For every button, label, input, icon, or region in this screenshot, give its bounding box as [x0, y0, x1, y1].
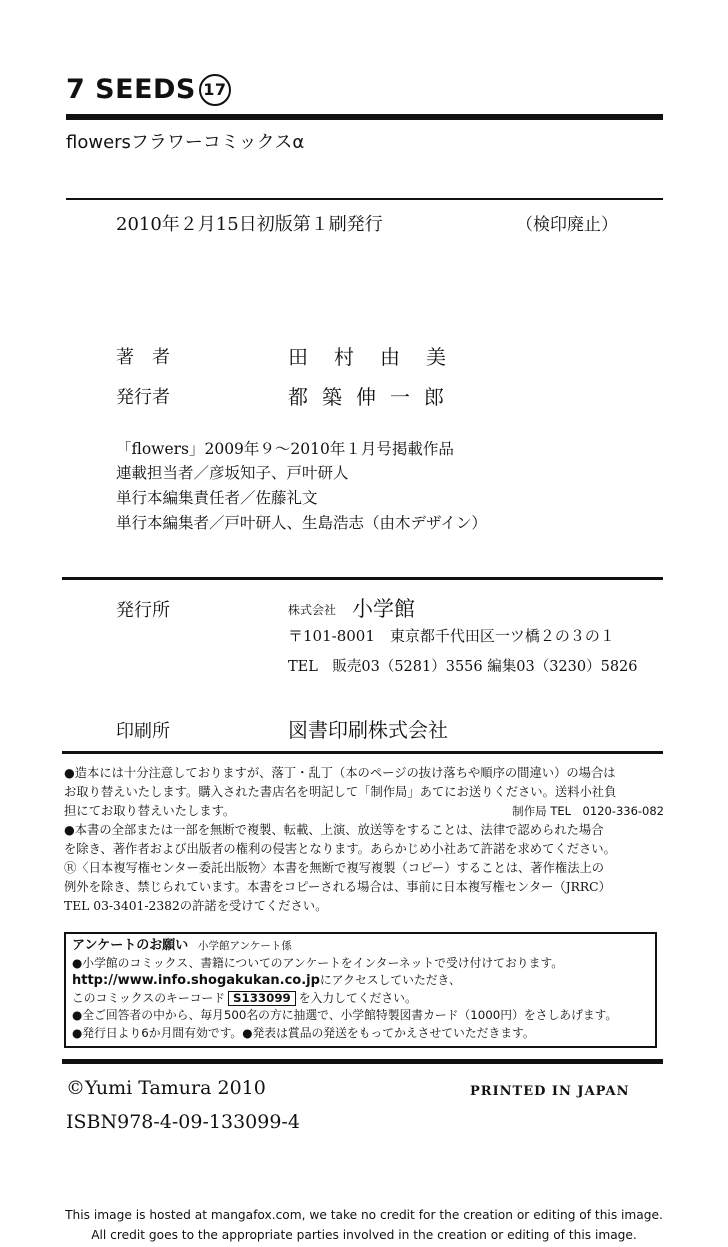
notice-line: を除き、著作者および出版者の権利の侵害となります。あらかじめ小社あて許諾を求めてください。 [64, 842, 616, 856]
survey-line: ●全ご回答者の中から、毎月500名の方に抽選で、小学館特製図書カード（1000円）をさしあげます。 [72, 1008, 618, 1022]
survey-key-line [72, 990, 655, 1008]
survey-line: ●小学館のコミックス、書籍についてのアンケートをインターネットで受け付けております。 [72, 955, 564, 970]
credit-line: 「flowers」2009年９～2010年１月号掲載作品 [116, 440, 454, 458]
credit-line: 単行本編集責任者／佐藤礼文 [116, 489, 318, 507]
legal-notices [64, 764, 664, 916]
survey-heading: アンケートのお願い [72, 938, 189, 953]
survey-url-suffix: にアクセスしていただき、 [319, 973, 461, 987]
key-code: S133099 [228, 991, 296, 1006]
survey-dept: 小学館アンケート係 [197, 940, 292, 952]
author-name: 田村由美 [288, 345, 472, 369]
printer-rule [62, 751, 663, 754]
bottom-rule [62, 1059, 663, 1064]
survey-url-line [72, 972, 655, 990]
disclaimer-line: This image is hosted at mangafox.com, we take no credit for the creation or editing of this image. [65, 1208, 663, 1222]
survey-box [64, 932, 657, 1048]
publisher-label: 発行所 [116, 600, 170, 621]
survey-line: ●発行日より6か月間有効です。●発表は賞品の発送をもってかえさせていただきます。 [72, 1025, 535, 1040]
printed-in: PRINTED IN JAPAN [470, 1084, 630, 1099]
publisher-person-name: 都築伸一郎 [288, 385, 458, 409]
credit-line: 単行本編集者／戸叶研人、生島浩志（由木デザイン） [116, 514, 487, 532]
survey-url[interactable]: http://www.info.shogakukan.co.jp [72, 973, 320, 988]
notice-line: ●造本には十分注意しておりますが、落丁・乱丁（本のページの抜け落ちや順序の間違い）の場合は [64, 766, 616, 780]
production-tel: 制作局 TEL 0120-336-082 [512, 804, 664, 818]
notice-line: TEL 03-3401-2382の許諾を受けてください。 [64, 899, 328, 913]
printer-name: 図書印刷株式会社 [288, 718, 448, 742]
notice-text: 担にてお取り替えいたします。 [64, 804, 236, 818]
imprint-label: flowersフラワーコミックスα [66, 132, 305, 153]
volume-number: 17 [199, 74, 231, 106]
notice-line [64, 783, 664, 802]
credit-line: 連載担当者／彦坂知子、戸叶研人 [116, 464, 349, 482]
disclaimer-line: All credit goes to the appropriate parties involved in the creation or editing of this image. [91, 1228, 637, 1242]
survey-heading-line [72, 937, 655, 955]
key-prefix: このコミックスのキーコード [72, 990, 226, 1005]
publisher-tel: TEL 販売03（5281）3556 編集03（3230）5826 [288, 659, 638, 675]
hosting-disclaimer [0, 1205, 728, 1245]
company-prefix: 株式会社 [288, 603, 337, 617]
notice-line: ●本書の全部または一部を無断で複製、転載、上演、放送等をすることは、法律で認められた場合 [64, 823, 604, 837]
notice-line: 例外を除き、禁じられています。本書をコピーされる場合は、事前に日本複写権センター（JRRC） [64, 880, 611, 894]
isbn: ISBN978-4-09-133099-4 [66, 1111, 300, 1133]
series-name: 7 SEEDS [66, 74, 196, 105]
seal-note: （検印廃止） [516, 215, 618, 235]
notice-text: お取り替えいたします。購入された書店名を明記して「制作局」あてにお送りください。送料小社負 [64, 785, 617, 799]
printer-label: 印刷所 [116, 721, 170, 742]
notice-line [64, 802, 664, 821]
publisher-person-label: 発行者 [116, 387, 170, 408]
company-name: 小学館 [352, 597, 415, 621]
notice-line: Ⓡ〈日本複写権センター委託出版物〉本書を無断で複写複製（コピー）することは、著作権法上の [64, 861, 605, 875]
publication-date: 2010年２月15日初版第１刷発行 [116, 214, 383, 235]
key-suffix: を入力してください。 [298, 990, 417, 1005]
credits-rule [62, 577, 663, 580]
copyright: ©Yumi Tamura 2010 [66, 1077, 266, 1099]
title-rule [66, 114, 663, 120]
series-title [66, 74, 231, 106]
author-label: 著 者 [116, 347, 170, 368]
imprint-rule [66, 198, 663, 200]
publisher-address: 〒101-8001 東京都千代田区一ツ橋２の３の１ [288, 627, 615, 645]
